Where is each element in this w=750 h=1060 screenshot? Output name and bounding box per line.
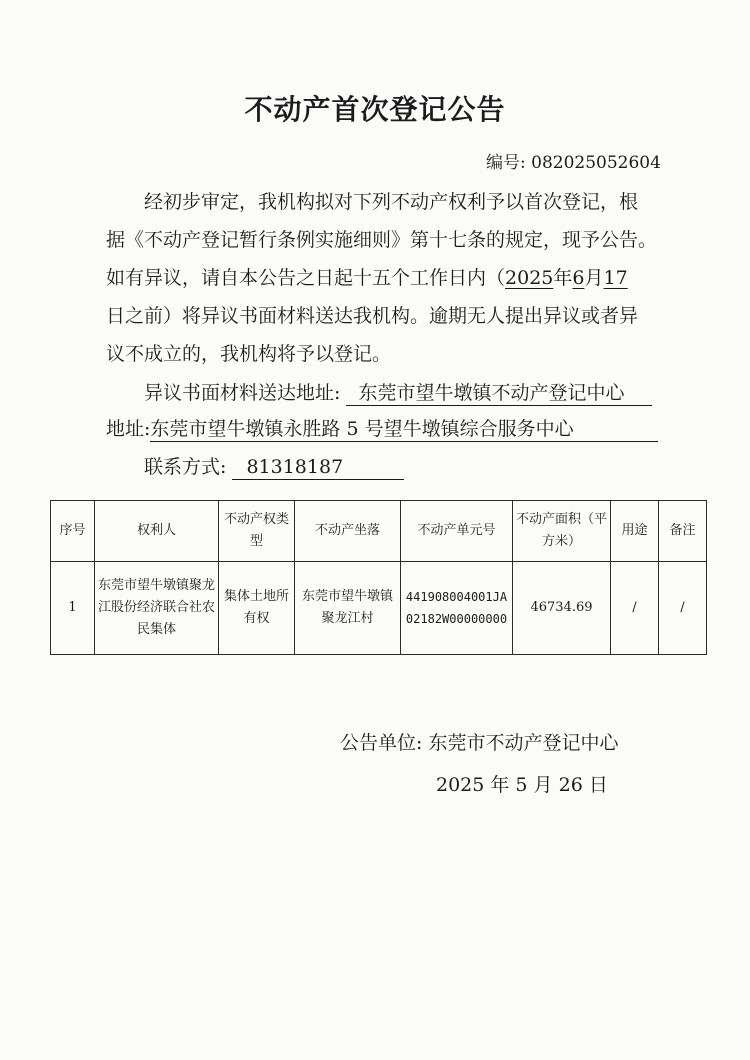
serial-label: 编号: xyxy=(486,153,526,173)
body-line-3 xyxy=(106,262,664,294)
serial-number xyxy=(486,148,661,173)
header-no: 序号 xyxy=(51,501,95,562)
contact-label: 联系方式: xyxy=(144,456,227,478)
publisher-line xyxy=(340,728,618,755)
address-line xyxy=(106,414,658,442)
registration-table xyxy=(50,500,707,655)
body-line-1: 经初步审定，我机构拟对下列不动产权利予以首次登记，根 xyxy=(144,191,639,213)
deadline-month: 6 xyxy=(572,267,585,289)
cell-location: 东莞市望牛墩镇聚龙江村 xyxy=(295,562,401,655)
table-header-row xyxy=(51,501,707,562)
publisher-label: 公告单位: xyxy=(340,732,423,754)
publish-date: 2025 年 5 月 26 日 xyxy=(436,774,608,796)
cell-use: / xyxy=(611,562,659,655)
body-line-4: 日之前）将异议书面材料送达我机构。逾期无人提出异议或者异 xyxy=(106,305,639,327)
header-right-type: 不动产权类型 xyxy=(219,501,295,562)
year-unit: 年 xyxy=(553,267,573,289)
contact-value: 81318187 xyxy=(232,455,404,480)
cell-remark: / xyxy=(659,562,707,655)
header-location: 不动产坐落 xyxy=(295,501,401,562)
body-line-2: 据《不动产登记暂行条例实施细则》第十七条的规定，现予公告。 xyxy=(106,229,658,251)
header-use: 用途 xyxy=(611,501,659,562)
header-area: 不动产面积（平方米） xyxy=(513,501,611,562)
cell-right-type: 集体土地所有权 xyxy=(219,562,295,655)
deadline-day: 17 xyxy=(603,267,628,289)
header-unit-no: 不动产单元号 xyxy=(401,501,513,562)
table-row xyxy=(51,562,707,655)
header-owner: 权利人 xyxy=(95,501,219,562)
contact-line xyxy=(144,452,404,480)
cell-no: 1 xyxy=(51,562,95,655)
cell-area: 46734.69 xyxy=(513,562,611,655)
body-line-5: 议不成立的，我机构将予以登记。 xyxy=(106,343,392,365)
objection-recipient: 东莞市望牛墩镇不动产登记中心 xyxy=(346,381,652,406)
cell-owner: 东莞市望牛墩镇聚龙江股份经济联合社农民集体 xyxy=(95,562,219,655)
objection-label: 异议书面材料送达地址: xyxy=(144,382,341,404)
serial-value: 082025052604 xyxy=(531,153,661,173)
body-line-3-text: 如有异议，请自本公告之日起十五个工作日内（ xyxy=(106,267,506,289)
deadline-year: 2025 xyxy=(505,267,554,289)
address-value: 东莞市望牛墩镇永胜路 5 号望牛墩镇综合服务中心 xyxy=(150,417,658,442)
page-title: 不动产首次登记公告 xyxy=(244,93,506,126)
cell-unit-no: 441908004001JA02182W00000000 xyxy=(401,562,513,655)
objection-address xyxy=(144,378,652,406)
address-label: 地址: xyxy=(106,418,151,440)
header-remark: 备注 xyxy=(659,501,707,562)
month-unit: 月 xyxy=(584,267,604,289)
publisher-name: 东莞市不动产登记中心 xyxy=(428,732,619,754)
